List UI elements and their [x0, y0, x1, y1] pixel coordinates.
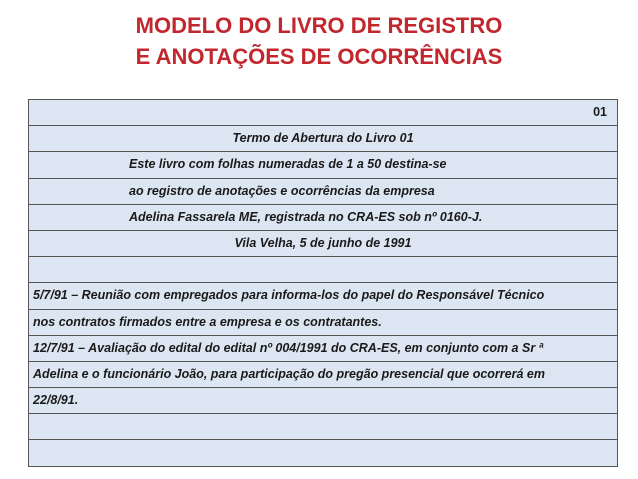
- title-line-1: MODELO DO LIVRO DE REGISTRO: [135, 13, 503, 38]
- place-date: Vila Velha, 5 de junho de 1991: [29, 231, 617, 257]
- page-title: [0, 10, 638, 72]
- entry-line: Adelina e o funcionário João, para participação do pregão presencial que ocorrerá em: [29, 362, 617, 388]
- blank-line: [29, 414, 617, 440]
- entry-line: 22/8/91.: [29, 388, 617, 414]
- title-line-2: E ANOTAÇÕES DE OCORRÊNCIAS: [135, 44, 503, 69]
- page-number: 01: [29, 100, 617, 126]
- opening-text-line: ao registro de anotações e ocorrências da empresa: [29, 179, 617, 205]
- blank-line: [29, 440, 617, 466]
- opening-text-line: Adelina Fassarela ME, registrada no CRA-ES sob nº 0160-J.: [29, 205, 617, 231]
- blank-line: [29, 257, 617, 283]
- entry-line: nos contratos firmados entre a empresa e os contratantes.: [29, 310, 617, 336]
- entry-line: 12/7/91 – Avaliação do edital do edital nº 004/1991 do CRA-ES, em conjunto com a Sr ª: [29, 336, 617, 362]
- register-book-table: [28, 99, 618, 467]
- entry-line: 5/7/91 – Reunião com empregados para informa-los do papel do Responsável Técnico: [29, 283, 617, 309]
- opening-text-line: Este livro com folhas numeradas de 1 a 50 destina-se: [29, 152, 617, 178]
- opening-term-title: Termo de Abertura do Livro 01: [29, 126, 617, 152]
